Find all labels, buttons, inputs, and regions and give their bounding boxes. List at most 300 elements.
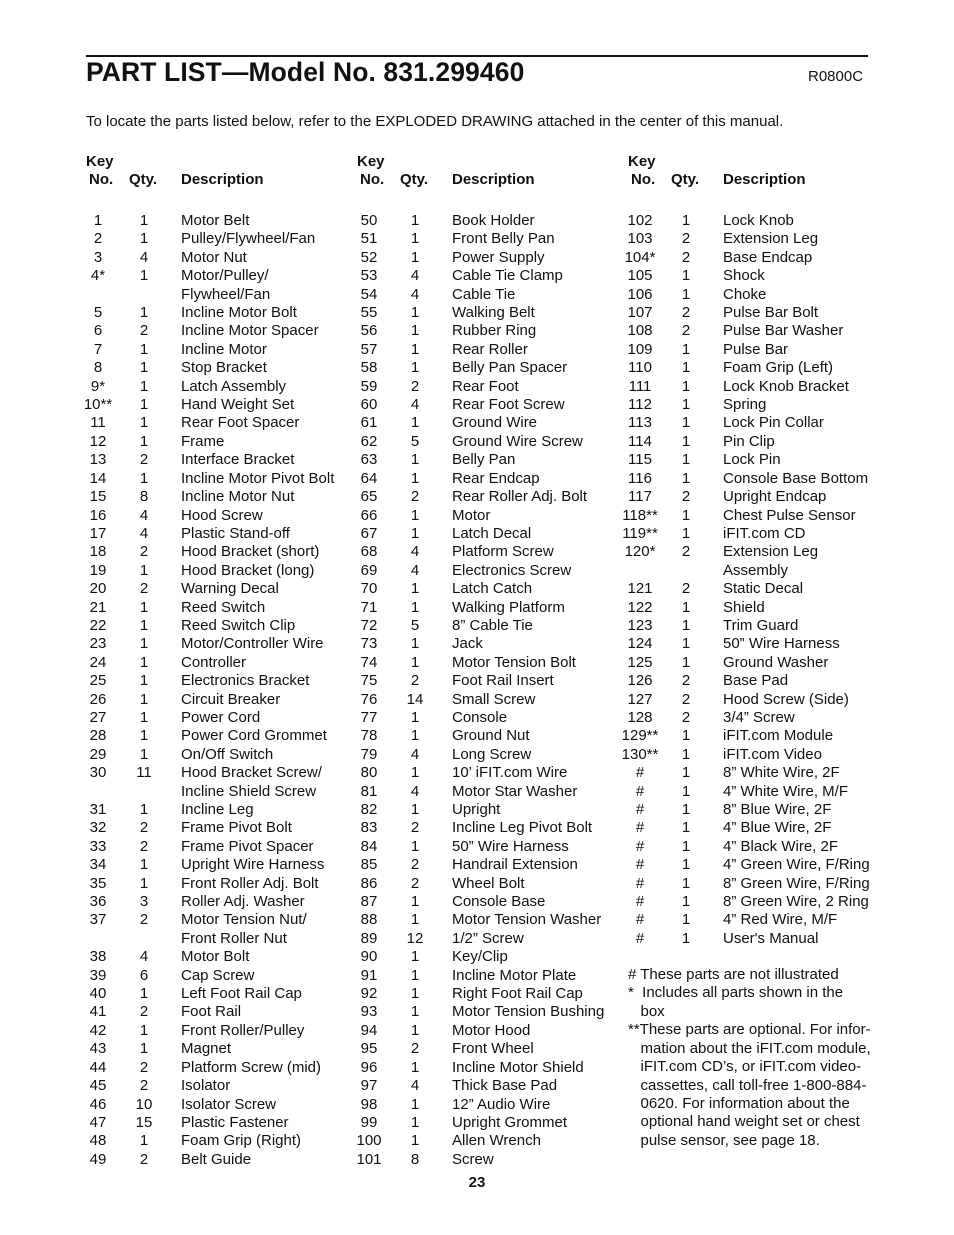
part-quantity: 2 [139, 1077, 149, 1095]
part-description: Circuit Breaker [181, 690, 281, 708]
part-quantity: 1 [139, 708, 149, 726]
part-description: Foot Rail Insert [452, 672, 554, 690]
part-key-number: 13 [89, 451, 107, 469]
part-description: Pin Clip [723, 432, 775, 450]
part-key-number: 88 [360, 911, 378, 929]
part-quantity: 2 [410, 856, 420, 874]
part-key-number: # [635, 911, 645, 929]
part-description: 10’ iFIT.com Wire [452, 764, 568, 782]
part-description: Long Screw [452, 745, 532, 763]
part-quantity: 2 [139, 543, 149, 561]
part-key-number: 95 [360, 1040, 378, 1058]
part-description: Electronics Screw [452, 561, 572, 579]
part-quantity: 2 [410, 819, 420, 837]
part-description: Isolator Screw [181, 1095, 277, 1113]
header-key: Key [357, 153, 385, 170]
part-quantity: 1 [681, 893, 691, 911]
part-quantity: 2 [681, 708, 691, 726]
part-description: Platform Screw [452, 543, 554, 561]
part-key-number: 32 [89, 819, 107, 837]
part-quantity: 1 [681, 764, 691, 782]
part-description: Lock Knob [723, 212, 794, 229]
part-key-number: 120* [624, 543, 656, 561]
footnote-line: box [628, 1002, 665, 1020]
part-quantity: 1 [681, 377, 691, 395]
part-description: Motor Star Washer [452, 782, 578, 800]
part-key-number: 57 [360, 340, 378, 358]
part-description: Foam Grip (Right) [181, 1132, 302, 1150]
part-description: Reed Switch Clip [181, 616, 296, 634]
part-key-number: 125 [627, 653, 653, 671]
part-description: Plastic Stand-off [181, 524, 290, 542]
part-quantity: 4 [139, 248, 149, 266]
intro-text: To locate the parts listed below, refer to the EXPLODED DRAWING attached in the center of this manual. [86, 113, 784, 130]
part-description: Front Roller Adj. Bolt [181, 874, 319, 892]
part-description: Incline Motor [181, 340, 267, 358]
part-quantity: 1 [410, 524, 420, 542]
part-quantity: 1 [139, 1021, 149, 1039]
part-key-number: 128 [627, 708, 653, 726]
part-description: Front Roller Nut [181, 929, 287, 947]
part-quantity: 4 [410, 285, 420, 303]
part-description: Pulse Bar Bolt [723, 304, 819, 322]
part-quantity: 1 [681, 727, 691, 745]
part-key-number: # [635, 837, 645, 855]
part-key-number: 19 [89, 561, 107, 579]
part-description: Plastic Fastener [181, 1113, 289, 1131]
part-description: Front Belly Pan [452, 230, 555, 248]
part-quantity: 2 [410, 488, 420, 506]
header-qty: Qty. [671, 171, 700, 188]
part-quantity: 1 [410, 653, 420, 671]
part-description: Incline Motor Plate [452, 966, 577, 984]
part-description: Isolator [181, 1077, 231, 1095]
part-quantity: 2 [139, 837, 149, 855]
part-key-number: 87 [360, 893, 378, 911]
part-quantity: 1 [410, 322, 420, 340]
part-quantity: 2 [139, 451, 149, 469]
header-qty: Qty. [400, 171, 429, 188]
part-key-number: 58 [360, 359, 378, 377]
part-description: 4” Blue Wire, 2F [723, 819, 832, 837]
part-key-number: 117 [628, 488, 652, 506]
part-quantity: 2 [681, 230, 691, 248]
part-description: Upright Wire Harness [181, 856, 325, 874]
part-description: Roller Adj. Washer [181, 893, 305, 911]
part-quantity: 1 [139, 874, 149, 892]
part-key-number: 89 [360, 929, 378, 947]
part-key-number: 59 [360, 377, 378, 395]
document-code: R0800C [808, 68, 864, 85]
part-quantity: 4 [410, 543, 420, 561]
part-quantity: 1 [139, 340, 149, 358]
part-key-number: 129** [621, 727, 659, 745]
part-description: Console [452, 708, 508, 726]
part-description: Left Foot Rail Cap [181, 985, 302, 1003]
part-key-number: 101 [356, 1150, 382, 1168]
part-quantity: 1 [139, 1040, 149, 1058]
part-quantity: 3 [139, 893, 149, 911]
part-description: Rubber Ring [452, 322, 537, 340]
part-description: Trim Guard [723, 616, 799, 634]
part-quantity: 1 [681, 432, 691, 450]
part-quantity: 2 [139, 580, 149, 598]
part-key-number: 49 [89, 1150, 107, 1168]
part-key-number: 122 [627, 598, 653, 616]
part-key-number: 39 [89, 966, 107, 984]
part-description: Incline Motor Bolt [181, 304, 297, 322]
part-quantity: 1 [681, 911, 691, 929]
part-description: Lock Pin [723, 451, 781, 469]
part-quantity: 1 [139, 469, 149, 487]
part-key-number: 20 [89, 580, 107, 598]
part-quantity: 1 [681, 929, 691, 947]
part-quantity: 2 [139, 911, 149, 929]
part-description: Extension Leg [723, 230, 819, 248]
part-quantity: 1 [139, 635, 149, 653]
part-quantity: 1 [681, 469, 691, 487]
part-description: Magnet [181, 1040, 232, 1058]
part-quantity: 2 [681, 690, 691, 708]
part-quantity: 1 [410, 580, 420, 598]
part-description: Allen Wrench [452, 1132, 541, 1150]
part-description: Interface Bracket [181, 451, 295, 469]
part-description: Console Base Bottom [723, 469, 869, 487]
part-key-number: 127 [627, 690, 653, 708]
part-key-number: 60 [360, 396, 378, 414]
part-description: Ground Wire [452, 414, 538, 432]
part-key-number: 5 [93, 304, 103, 322]
part-key-number: 26 [89, 690, 107, 708]
part-key-number: 48 [89, 1132, 107, 1150]
part-description: iFIT.com Video [723, 745, 822, 763]
part-key-number: 11 [90, 414, 106, 432]
part-quantity: 1 [410, 801, 420, 818]
footnote-line: # These parts are not illustrated [628, 966, 839, 983]
part-key-number: 7 [93, 340, 103, 358]
part-key-number: 93 [360, 1003, 378, 1021]
part-quantity: 1 [139, 598, 149, 616]
part-quantity: 1 [139, 359, 149, 377]
part-quantity: 11 [136, 764, 152, 782]
part-key-number: 78 [360, 727, 378, 745]
part-quantity: 2 [681, 580, 691, 598]
part-key-number: 51 [360, 230, 378, 248]
part-key-number: 98 [360, 1095, 378, 1113]
part-quantity: 2 [681, 248, 691, 266]
part-quantity: 1 [410, 985, 420, 1003]
part-quantity: 1 [410, 1021, 420, 1039]
header-description: Description [452, 171, 535, 188]
part-quantity: 1 [681, 212, 691, 229]
part-key-number: 55 [360, 304, 378, 322]
part-key-number: 61 [360, 414, 378, 432]
part-description: Extension Leg [723, 543, 819, 561]
part-description: 12” Audio Wire [452, 1095, 551, 1113]
part-description: Incline Motor Spacer [181, 322, 319, 340]
part-quantity: 4 [410, 267, 420, 285]
part-quantity: 1 [139, 1132, 149, 1150]
part-quantity: 1 [139, 414, 149, 432]
part-quantity: 4 [139, 948, 149, 966]
part-quantity: 1 [139, 267, 149, 285]
part-description: Screw [452, 1150, 494, 1168]
part-quantity: 1 [681, 745, 691, 763]
part-quantity: 1 [139, 561, 149, 579]
part-quantity: 2 [681, 543, 691, 561]
part-description: Latch Decal [452, 524, 532, 542]
part-description: Key/Clip [452, 948, 508, 966]
part-description: Spring [723, 396, 767, 414]
part-quantity: 1 [139, 745, 149, 763]
part-quantity: 5 [410, 616, 420, 634]
part-description: Shield [723, 598, 765, 616]
part-description: Hood Screw [181, 506, 263, 524]
part-description: Rear Foot Screw [452, 396, 565, 414]
part-key-number: 102 [627, 212, 653, 229]
part-description: User's Manual [723, 929, 819, 947]
part-quantity: 12 [406, 929, 424, 947]
part-key-number: # [635, 819, 645, 837]
part-quantity: 1 [410, 212, 420, 229]
part-key-number: 94 [360, 1021, 378, 1039]
part-description: Motor/Controller Wire [181, 635, 324, 653]
part-key-number: 77 [360, 708, 378, 726]
part-key-number: 76 [360, 690, 378, 708]
part-key-number: 123 [627, 616, 653, 634]
part-key-number: 40 [89, 985, 107, 1003]
part-description: On/Off Switch [181, 745, 274, 763]
part-description: Pulse Bar [723, 340, 789, 358]
part-description: 50” Wire Harness [723, 635, 840, 653]
part-quantity: 1 [410, 248, 420, 266]
part-quantity: 1 [681, 801, 691, 818]
part-description: Incline Leg Pivot Bolt [452, 819, 593, 837]
part-quantity: 2 [410, 1040, 420, 1058]
part-description: Pulley/Flywheel/Fan [181, 230, 316, 248]
part-quantity: 1 [681, 414, 691, 432]
part-description: Frame Pivot Bolt [181, 819, 292, 837]
part-quantity: 1 [681, 782, 691, 800]
part-quantity: 4 [410, 396, 420, 414]
part-quantity: 1 [681, 874, 691, 892]
part-description: Hood Bracket (short) [181, 543, 320, 561]
footnote-line: iFIT.com CD’s, or iFIT.com video- [628, 1058, 862, 1076]
part-description: Cable Tie [452, 285, 516, 303]
part-quantity: 1 [681, 856, 691, 874]
part-key-number: 85 [360, 856, 378, 874]
part-key-number: 28 [89, 727, 107, 745]
part-key-number: 121 [627, 580, 653, 598]
part-description: Latch Catch [452, 580, 533, 598]
part-key-number: # [635, 801, 645, 818]
part-quantity: 1 [410, 1095, 420, 1113]
part-quantity: 1 [410, 598, 420, 616]
part-quantity: 1 [410, 1113, 420, 1131]
part-quantity: 2 [139, 819, 149, 837]
part-key-number: 83 [360, 819, 378, 837]
part-quantity: 2 [681, 304, 691, 322]
part-key-number: 38 [89, 948, 107, 966]
part-quantity: 4 [139, 506, 149, 524]
part-key-number: 99 [360, 1113, 378, 1131]
part-key-number: 68 [360, 543, 378, 561]
part-quantity: 1 [139, 396, 149, 414]
part-key-number: 107 [627, 304, 653, 322]
footnote-line: cassettes, call toll-free 1-800-884- [628, 1076, 867, 1094]
part-quantity: 1 [681, 451, 691, 469]
part-quantity: 1 [681, 653, 691, 671]
part-description: Front Roller/Pulley [181, 1021, 305, 1039]
part-quantity: 1 [410, 1132, 420, 1150]
part-description: Handrail Extension [452, 856, 578, 874]
part-key-number: 23 [89, 635, 107, 653]
part-key-number: 74 [360, 653, 378, 671]
part-key-number: 41 [89, 1003, 107, 1021]
part-quantity: 1 [410, 340, 420, 358]
part-quantity: 1 [410, 911, 420, 929]
part-key-number: 24 [89, 653, 107, 671]
part-quantity: 15 [135, 1113, 153, 1131]
part-description: Choke [723, 285, 767, 303]
part-description: Incline Motor Pivot Bolt [181, 469, 335, 487]
part-quantity: 1 [410, 230, 420, 248]
part-key-number: # [635, 929, 645, 947]
part-key-number: 33 [89, 837, 107, 855]
part-quantity: 1 [410, 414, 420, 432]
part-key-number: 91 [360, 966, 378, 984]
part-description: Belly Pan [452, 451, 516, 469]
part-key-number: 56 [360, 322, 378, 340]
part-description: Lock Knob Bracket [723, 377, 849, 395]
part-quantity: 1 [139, 432, 149, 450]
part-quantity: 4 [410, 1077, 420, 1095]
part-quantity: 1 [410, 359, 420, 377]
part-quantity: 2 [139, 1150, 149, 1168]
part-key-number: 16 [89, 506, 107, 524]
part-description: Upright [452, 801, 501, 818]
part-quantity: 1 [139, 377, 149, 395]
part-description: Front Wheel [452, 1040, 534, 1058]
part-description: Belly Pan Spacer [452, 359, 568, 377]
part-key-number: 1 [93, 212, 103, 229]
part-key-number: # [635, 856, 645, 874]
part-key-number: 27 [89, 708, 107, 726]
part-key-number: 119** [622, 524, 658, 542]
part-description: Assembly [723, 561, 789, 579]
part-description: 4” White Wire, M/F [723, 782, 849, 800]
part-description: Motor Tension Bushing [452, 1003, 605, 1021]
part-key-number: 22 [89, 616, 107, 634]
part-quantity: 6 [139, 966, 149, 984]
part-key-number: 31 [89, 801, 107, 818]
part-key-number: 46 [89, 1095, 107, 1113]
part-key-number: 14 [89, 469, 107, 487]
part-description: Wheel Bolt [452, 874, 525, 892]
part-quantity: 1 [681, 267, 691, 285]
part-description: Static Decal [723, 580, 804, 598]
part-key-number: 71 [360, 598, 378, 616]
part-key-number: 43 [89, 1040, 107, 1058]
part-description: Latch Assembly [181, 377, 287, 395]
part-key-number: 96 [360, 1058, 378, 1076]
part-description: Walking Platform [452, 598, 565, 616]
part-key-number: 45 [89, 1077, 107, 1095]
footnotes [628, 966, 871, 1150]
part-quantity: 1 [410, 837, 420, 855]
part-key-number: 30 [89, 764, 107, 782]
part-description: iFIT.com Module [723, 727, 834, 745]
part-key-number: 81 [360, 782, 378, 800]
part-quantity: 1 [410, 727, 420, 745]
part-description: Motor Tension Washer [452, 911, 602, 929]
part-quantity: 1 [681, 598, 691, 616]
part-key-number: 9* [90, 377, 106, 395]
part-key-number: 84 [360, 837, 378, 855]
part-description: Motor Tension Nut/ [181, 911, 307, 929]
footnote-line: optional hand weight set or chest [628, 1113, 860, 1131]
part-description: iFIT.com CD [723, 524, 806, 542]
part-quantity: 1 [410, 948, 420, 966]
part-description: 4” Red Wire, M/F [723, 911, 838, 929]
header-qty: Qty. [129, 171, 158, 188]
part-quantity: 8 [139, 488, 149, 506]
part-description: 50” Wire Harness [452, 837, 569, 855]
part-quantity: 1 [139, 212, 149, 229]
part-description: Controller [181, 653, 247, 671]
part-key-number: 80 [360, 764, 378, 782]
part-quantity: 1 [681, 396, 691, 414]
part-key-number: # [635, 782, 645, 800]
part-key-number: 116 [628, 469, 652, 487]
part-description: Rear Foot Spacer [181, 414, 300, 432]
part-description: Frame [181, 432, 225, 450]
part-quantity: 2 [139, 322, 149, 340]
part-quantity: 1 [139, 653, 149, 671]
part-quantity: 2 [139, 1058, 149, 1076]
part-quantity: 2 [139, 1003, 149, 1021]
part-description: Rear Endcap [452, 469, 540, 487]
part-description: Incline Motor Nut [181, 488, 295, 506]
part-description: 8” Cable Tie [452, 616, 533, 634]
part-key-number: 118** [622, 506, 658, 524]
part-description: Jack [452, 635, 483, 653]
part-description: Rear Roller [452, 340, 528, 358]
part-description: 3/4” Screw [723, 708, 795, 726]
part-key-number: 72 [360, 616, 378, 634]
part-key-number: 15 [89, 488, 107, 506]
part-key-number: 21 [89, 598, 107, 616]
part-description: Power Cord [181, 708, 261, 726]
part-key-number: 63 [360, 451, 378, 469]
part-quantity: 1 [410, 506, 420, 524]
part-description: Upright Grommet [452, 1113, 568, 1131]
part-quantity: 1 [410, 708, 420, 726]
part-description: 1/2” Screw [452, 929, 524, 947]
part-key-number: 4* [90, 267, 106, 285]
part-quantity: 1 [139, 304, 149, 322]
part-key-number: 111 [628, 377, 652, 395]
part-description: Electronics Bracket [181, 672, 310, 690]
part-key-number: 69 [360, 561, 378, 579]
part-quantity: 4 [410, 745, 420, 763]
part-description: Small Screw [452, 690, 536, 708]
part-quantity: 1 [681, 819, 691, 837]
part-description: 8” Green Wire, 2 Ring [723, 893, 869, 911]
part-quantity: 2 [410, 672, 420, 690]
part-quantity: 1 [681, 285, 691, 303]
part-description: Ground Washer [723, 653, 829, 671]
